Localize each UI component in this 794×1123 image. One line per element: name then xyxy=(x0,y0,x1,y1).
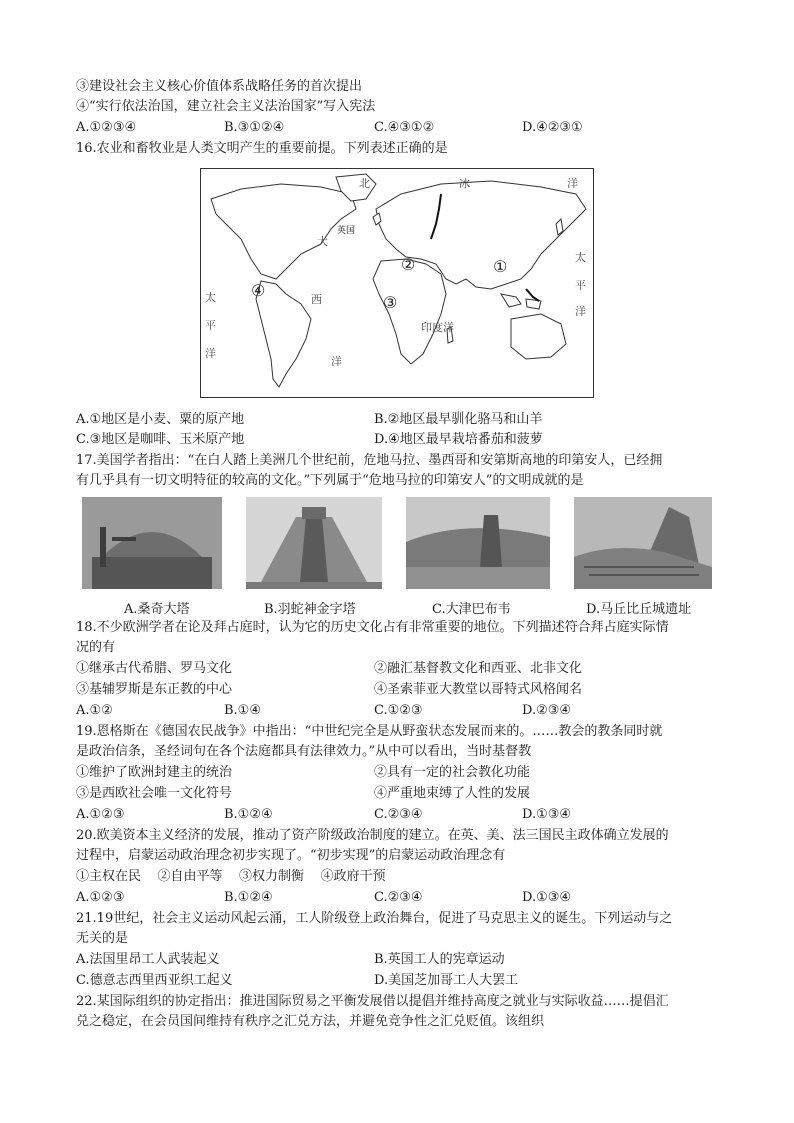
q20-items: ①主权在民 ②自由平等 ③权力制衡 ④政府干预 xyxy=(76,869,386,884)
q20-stem-line2: 过程中，启蒙运动政治理念初步实现了。“初步实现”的启蒙运动政治理念有 xyxy=(76,848,506,863)
map-label-pacific-r-tai: 太 xyxy=(575,251,586,264)
q18-option-b: B.①④ xyxy=(224,703,261,718)
q16-option-b: B.②地区最早驯化骆马和山羊 xyxy=(374,412,543,427)
q17-stem-line2: 有几乎具有一切文明特征的较高的文化。”下列属于“危地马拉的印第安人”的文明成就的是 xyxy=(76,473,584,488)
q18-option-d: D.②③④ xyxy=(522,703,572,718)
photo-machu-picchu xyxy=(574,497,712,589)
photo-great-zimbabwe xyxy=(406,497,550,589)
q17-stem-line1: 17.美国学者指出：“在白人踏上美洲几个世纪前，危地马拉、墨西哥和安第斯高地的印第安人，已经拥 xyxy=(76,453,663,468)
q15-option-b: B.③①②④ xyxy=(224,120,285,135)
q18-item-2: ②融汇基督教文化和西亚、北非文化 xyxy=(374,661,583,676)
world-map xyxy=(200,168,594,398)
q21-stem-line2: 无关的是 xyxy=(76,931,129,946)
map-label-pacific-r-ping: 平 xyxy=(575,279,586,292)
q20-option-c: C.②③④ xyxy=(374,890,423,905)
map-label-ocean-top: 洋 xyxy=(567,177,578,190)
map-label-da: 大 xyxy=(317,235,328,248)
q18-stem-line2: 况的有 xyxy=(76,640,116,655)
map-marker-3: ③ xyxy=(383,293,398,312)
q16-option-a: A.①地区是小麦、粟的原产地 xyxy=(76,412,245,427)
map-label-pacific-tai: 太 xyxy=(205,291,216,304)
map-label-atlantic-yang: 洋 xyxy=(331,355,342,368)
q22-stem-line1: 22.某国际组织的协定指出：推进国际贸易之平衡发展借以提倡并维持高度之就业与实际收益……提倡汇 xyxy=(76,994,669,1009)
q17-caption-d: D.马丘比丘城遗址 xyxy=(586,602,692,617)
q18-item-1: ①继承古代希腊、罗马文化 xyxy=(76,661,233,676)
q15-option-c: C.④③①② xyxy=(374,120,435,135)
map-label-indian: 印度洋 xyxy=(421,321,454,334)
q16-stem: 16.农业和畜牧业是人类文明产生的重要前提。下列表述正确的是 xyxy=(76,141,448,156)
q20-option-a: A.①②③ xyxy=(76,890,125,905)
q19-item-2: ②具有一定的社会教化功能 xyxy=(374,765,531,780)
q21-option-a: A.法国里昂工人武装起义 xyxy=(76,952,220,967)
map-label-pacific-ping: 平 xyxy=(205,319,216,332)
q20-stem-line1: 20.欧美资本主义经济的发展，推动了资产阶级政治制度的建立。在英、美、法三国民主政体确立发展的 xyxy=(76,828,669,843)
q15-item-3: ③建设社会主义核心价值体系战略任务的首次提出 xyxy=(76,79,363,94)
q19-stem-line2: 是政治信条，圣经词句在各个法庭都具有法律效力。”从中可以看出，当时基督教 xyxy=(76,744,532,759)
map-marker-4: ④ xyxy=(251,281,266,300)
q19-option-a: A.①②③ xyxy=(76,807,125,822)
map-label-pacific-r-yang: 洋 xyxy=(575,305,586,318)
q19-item-3: ③是西欧社会唯一文化符号 xyxy=(76,786,233,801)
q18-option-c: C.①②③ xyxy=(374,703,423,718)
photo-kukulcan-pyramid xyxy=(246,497,382,589)
q18-item-3: ③基辅罗斯是东正教的中心 xyxy=(76,682,233,697)
q15-item-4: ④“实行依法治国，建立社会主义法治国家”写入宪法 xyxy=(76,99,376,114)
q20-option-b: B.①②④ xyxy=(224,890,273,905)
map-label-pacific-yang: 洋 xyxy=(205,347,216,360)
q21-option-d: D.美国芝加哥工人大罢工 xyxy=(374,973,519,988)
photo-sanchi-stupa xyxy=(82,497,222,589)
q19-option-d: D.①③④ xyxy=(522,807,572,822)
map-marker-1: ① xyxy=(493,257,508,276)
map-marker-2: ② xyxy=(401,255,416,274)
q19-stem-line1: 19.恩格斯在《德国农民战争》中指出：“中世纪完全是从野蛮状态发展而来的。……教会的教条同时就 xyxy=(76,724,663,739)
q18-item-4: ④圣索菲亚大教堂以哥特式风格闻名 xyxy=(374,682,583,697)
q20-option-d: D.①③④ xyxy=(522,890,572,905)
q15-option-a: A.①②③④ xyxy=(76,120,137,135)
q19-item-4: ④严重地束缚了人性的发展 xyxy=(374,786,531,801)
q16-option-c: C.③地区是咖啡、玉米原产地 xyxy=(76,432,245,447)
q22-stem-line2: 兑之稳定，在会员国间维持有秩序之汇兑方法，并避免竞争性之汇兑贬值。该组织 xyxy=(76,1014,545,1029)
q19-option-c: C.②③④ xyxy=(374,807,423,822)
q18-option-a: A.①② xyxy=(76,703,113,718)
q15-option-d: D.④②③① xyxy=(522,120,583,135)
map-label-uk: 英国 xyxy=(337,226,356,236)
q18-stem-line1: 18.不少欧洲学者在论及拜占庭时，认为它的历史文化占有非常重要的地位。下列描述符合拜占庭实际情 xyxy=(76,620,669,635)
map-label-ice: 冰 xyxy=(459,177,470,190)
q16-option-d: D.④地区最早栽培番茄和菠萝 xyxy=(374,432,543,447)
q17-caption-c: C.大津巴布韦 xyxy=(432,602,511,617)
q21-option-b: B.英国工人的宪章运动 xyxy=(374,952,505,967)
map-label-north: 北 xyxy=(359,177,370,190)
q17-caption-b: B.羽蛇神金字塔 xyxy=(264,602,356,617)
map-label-west: 西 xyxy=(311,293,322,306)
q19-item-1: ①维护了欧洲封建主的统治 xyxy=(76,765,233,780)
q17-caption-a: A.桑奇大塔 xyxy=(124,602,190,617)
q21-option-c: C.德意志西里西亚织工起义 xyxy=(76,973,233,988)
q21-stem-line1: 21.19世纪，社会主义运动风起云涌，工人阶级登上政治舞台，促进了马克思主义的诞生。下列运动与之 xyxy=(76,911,673,926)
q19-option-b: B.①②④ xyxy=(224,807,273,822)
